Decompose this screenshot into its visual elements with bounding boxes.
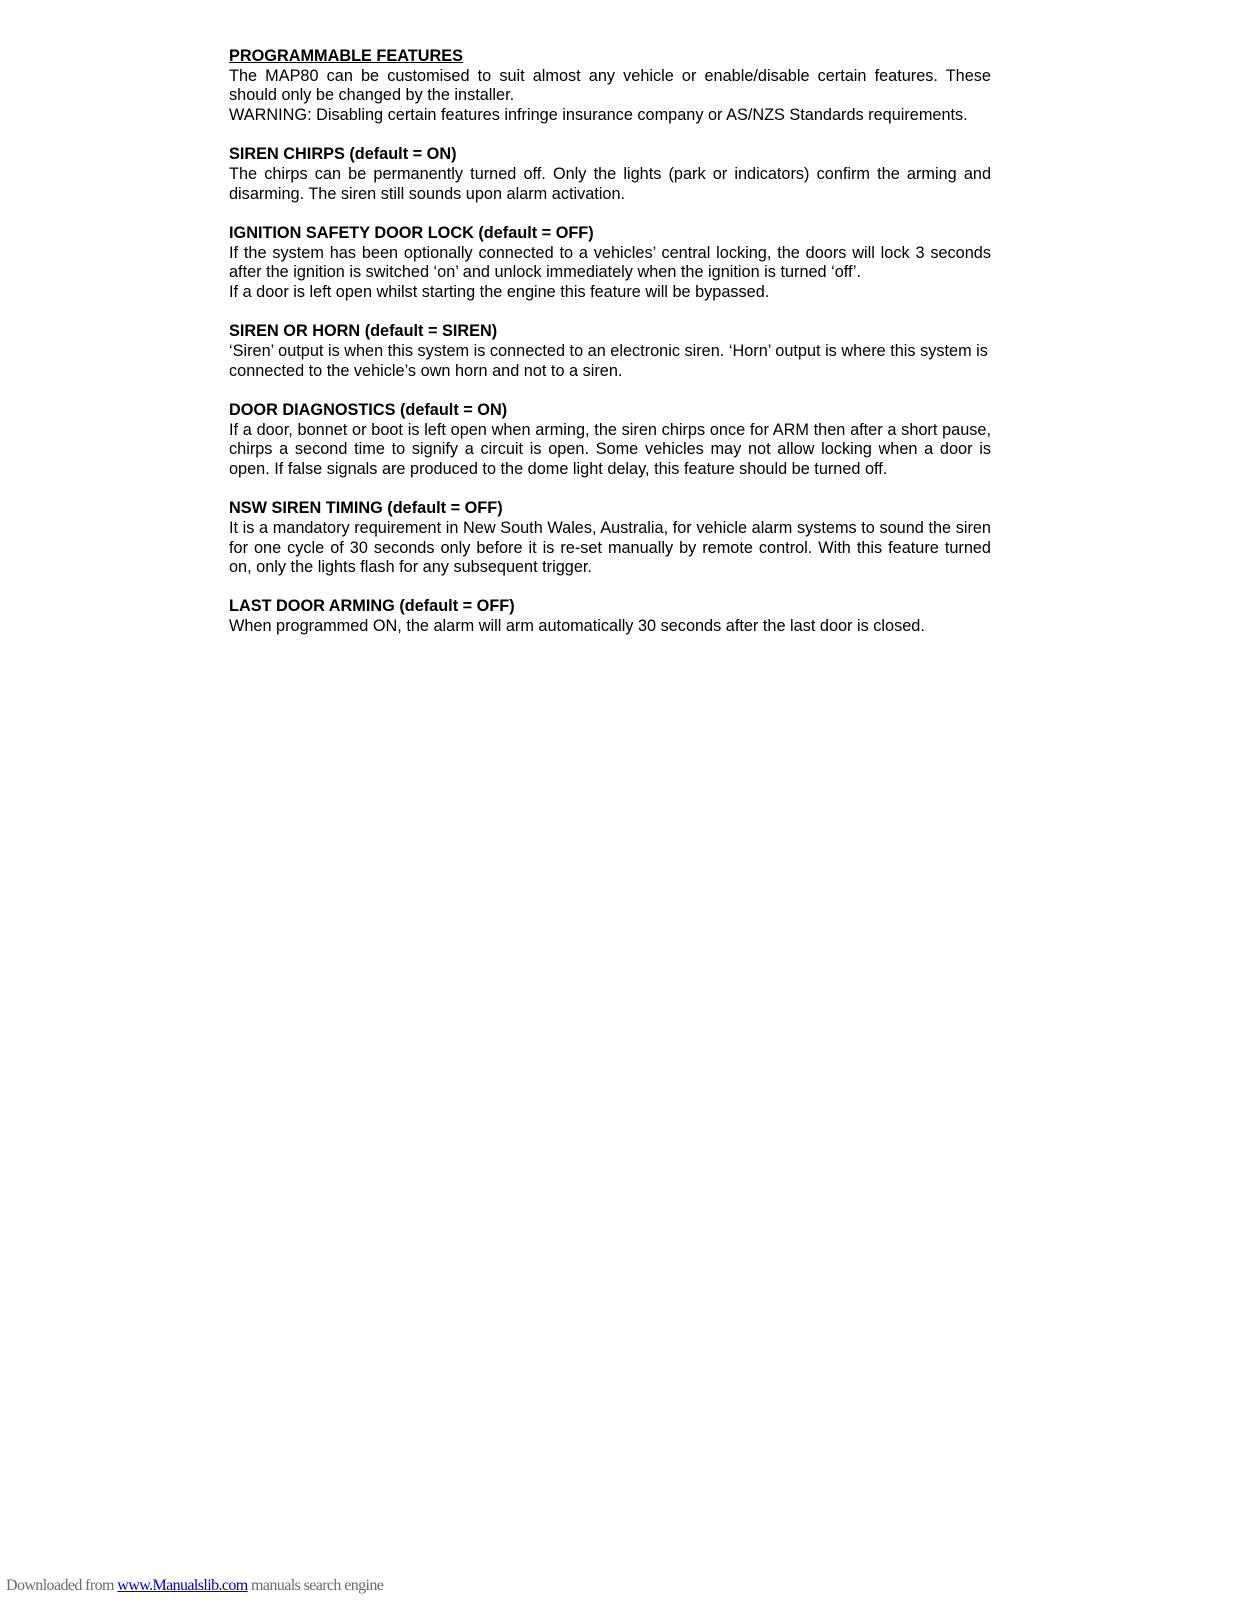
section-nsw-siren-timing: [229, 499, 991, 578]
document-body: [229, 47, 991, 637]
manualslib-link[interactable]: www.Manualslib.com: [117, 1577, 248, 1594]
document-title: PROGRAMMABLE FEATURES: [229, 47, 463, 65]
footer-prefix: Downloaded from: [6, 1577, 114, 1594]
section-siren-chirps: [229, 145, 991, 204]
section-paragraph: When programmed ON, the alarm will arm automatically 30 seconds after the last door is closed.: [229, 617, 925, 636]
section-paragraph: It is a mandatory requirement in New South Wales, Australia, for vehicle alarm systems to sound the siren for one cycle of 30 seconds only before it is re-set manually by remote control. With this feature turned on, only the lights flash for any subsequent trigger.: [229, 518, 991, 577]
section-paragraph: The chirps can be permanently turned off. Only the lights (park or indicators) confirm the arming and disarming. The siren still sounds upon alarm activation.: [229, 165, 991, 203]
section-heading: LAST DOOR ARMING (default = OFF): [229, 597, 515, 616]
section-paragraph: ‘Siren’ output is when this system is connected to an electronic siren. ‘Horn’ output is where this system is connected to the vehicle’s own horn and not to a siren.: [229, 341, 988, 380]
section-heading: DOOR DIAGNOSTICS (default = ON): [229, 400, 508, 419]
section-paragraph: If the system has been optionally connected to a vehicles’ central locking, the doors will lock 3 seconds after the ignition is switched ‘on’ and unlock immediately when the ignition is turned ‘off’.: [229, 243, 991, 282]
section-paragraph: If a door, bonnet or boot is left open when arming, the siren chirps once for ARM then after a short pause, chirps a second time to signify a circuit is open. Some vehicles may not allow locking when a door is open. If false signals are produced to the dome light delay, this feature should be turned off.: [229, 420, 991, 478]
section-last-door-arming: [229, 597, 991, 636]
section-paragraph: If a door is left open whilst starting the engine this feature will be bypassed.: [229, 283, 770, 302]
section-door-diagnostics: [229, 401, 991, 480]
warning-paragraph: WARNING: Disabling certain features infringe insurance company or AS/NZS Standards requirements.: [229, 106, 968, 125]
section-heading: IGNITION SAFETY DOOR LOCK (default = OFF): [229, 223, 594, 242]
section-heading: SIREN CHIRPS (default = ON): [229, 145, 457, 164]
section-heading: NSW SIREN TIMING (default = OFF): [229, 499, 503, 518]
intro-paragraph: The MAP80 can be customised to suit almost any vehicle or enable/disable certain features. These should only be changed by the installer.: [229, 66, 991, 105]
download-footer: [6, 1577, 383, 1595]
footer-suffix: manuals search engine: [247, 1577, 384, 1594]
section-ignition-safety-door-lock: [229, 224, 991, 303]
section-heading: SIREN OR HORN (default = SIREN): [229, 322, 498, 341]
section-siren-or-horn: [229, 322, 991, 381]
